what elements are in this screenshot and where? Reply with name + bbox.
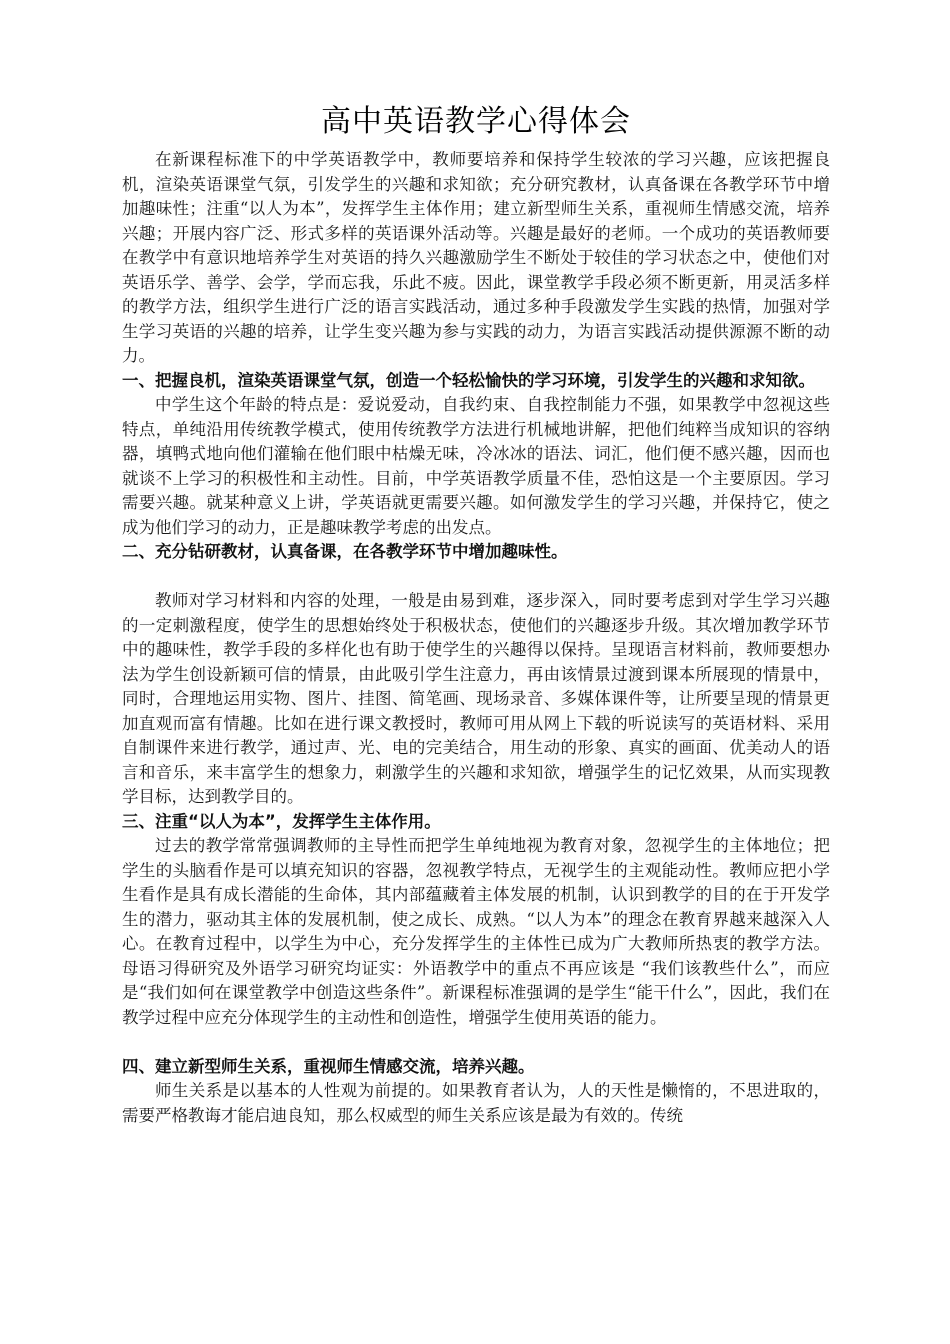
section-4-heading: 四、建立新型师生关系，重视师生情感交流，培养兴趣。 [122, 1056, 535, 1076]
section-2-heading: 二、充分钻研教材，认真备课，在各教学环节中增加趣味性。 [122, 542, 568, 561]
section-3-heading: 三、注重“以人为本”，发挥学生主体作用。 [122, 811, 441, 831]
section-1-heading: 一、把握良机，渲染英语课堂气氛，创造一个轻松愉快的学习环境，引发学生的兴趣和求知欲。 [122, 370, 815, 390]
section-3-paragraph: 过去的教学常常强调教师的主导性而把学生单纯地视为教育对象，忽视学生的主体地位；把学生的头脑看作是可以填充知识的容器，忽视教学特点，无视学生的主观能动性。教师应把小学生看作是具有成长潜能的生命体，其内部蕴藏着主体发展的机制，认识到教学的目的在于开发学生的潜力，驱动其主体的发展机制，使之成长、成熟。“以人为本”的理念在教育界越来越深入人心。在教育过程中，以学生为中心，充分发挥学生的主体性已成为广大教师所热衷的教学方法。母语习得研究及外语学习研究均证实：外语教学中的重点不再应该是 “我们该教些什么”，而应是“我们如何在课堂教学中创造这些条件”。新课程标准强调的是学生“能干什么”，因此，我们在教学过程中应充分体现学生的主动性和创造性，增强学生使用英语的能力。 [122, 836, 830, 1027]
section-1-paragraph: 中学生这个年龄的特点是：爱说爱动，自我约束、自我控制能力不强，如果教学中忽视这些特点，单纯沿用传统教学模式，使用传统教学方法进行机械地讲解，把他们纯粹当成知识的容纳器，填鸭式地向他们灌输在他们眼中枯燥无味，冷冰冰的语法、词汇，他们便不感兴趣，因而也就谈不上学习的积极性和主动性。目前，中学英语教学质量不佳，恐怕这是一个主要原因。学习需要兴趣。就某种意义上讲，学英语就更需要兴趣。如何激发学生的学习兴趣，并保持它，使之成为他们学习的动力，正是趣味教学考虑的出发点。 [122, 395, 830, 537]
document-page [122, 96, 830, 1128]
intro-paragraph: 在新课程标准下的中学英语教学中，教师要培养和保持学生较浓的学习兴趣，应该把握良机，渲染英语课堂气氛，引发学生的兴趣和求知欲；充分研究教材，认真备课在各教学环节中增加趣味性；注重“以人为本”，发挥学生主体作用；建立新型师生关系，重视师生情感交流，培养兴趣；开展内容广泛、形式多样的英语课外活动等。兴趣是最好的老师。一个成功的英语教师要在教学中有意识地培养学生对英语的持久兴趣激励学生不断处于较佳的学习状态之中，使他们对英语乐学、善学、会学，学而忘我，乐此不疲。因此，课堂教学手段必须不断更新，用灵活多样的教学方法，组织学生进行广泛的语言实践活动，通过多种手段激发学生实践的热情，加强对学生学习英语的兴趣的培养，让学生变兴趣为参与实践的动力，为语言实践活动提供源源不断的动力。 [122, 150, 830, 365]
section-4-paragraph: 师生关系是以基本的人性观为前提的。如果教育者认为，人的天性是懒惰的，不思进取的，需要严格教诲才能启迪良知，那么权威型的师生关系应该是最为有效的。传统 [122, 1081, 830, 1125]
section-2-paragraph: 教师对学习材料和内容的处理，一般是由易到难，逐步深入，同时要考虑到对学生学习兴趣的一定刺激程度，使学生的思想始终处于积极状态，使他们的兴趣逐步升级。其次增加教学环节中的趣味性，教学手段的多样化也有助于使学生的兴趣得以保持。呈现语言材料前，教师要想办法为学生创设新颖可信的情景，由此吸引学生注意力，再由该情景过渡到课本所展现的情景中，同时，合理地运用实物、图片、挂图、简笔画、现场录音、多媒体课件等，让所要呈现的情景更加直观而富有情趣。比如在进行课文教授时，教师可用从网上下载的听说读写的英语材料、采用自制课件来进行教学，通过声、光、电的完美结合，用生动的形象、真实的画面、优美动人的语言和音乐，来丰富学生的想象力，刺激学生的兴趣和求知欲，增强学生的记忆效果，从而实现教学目标，达到教学目的。 [122, 591, 830, 806]
blank-line [122, 565, 830, 590]
document-title: 高中英语教学心得体会 [321, 104, 631, 139]
blank-line [122, 1030, 830, 1055]
